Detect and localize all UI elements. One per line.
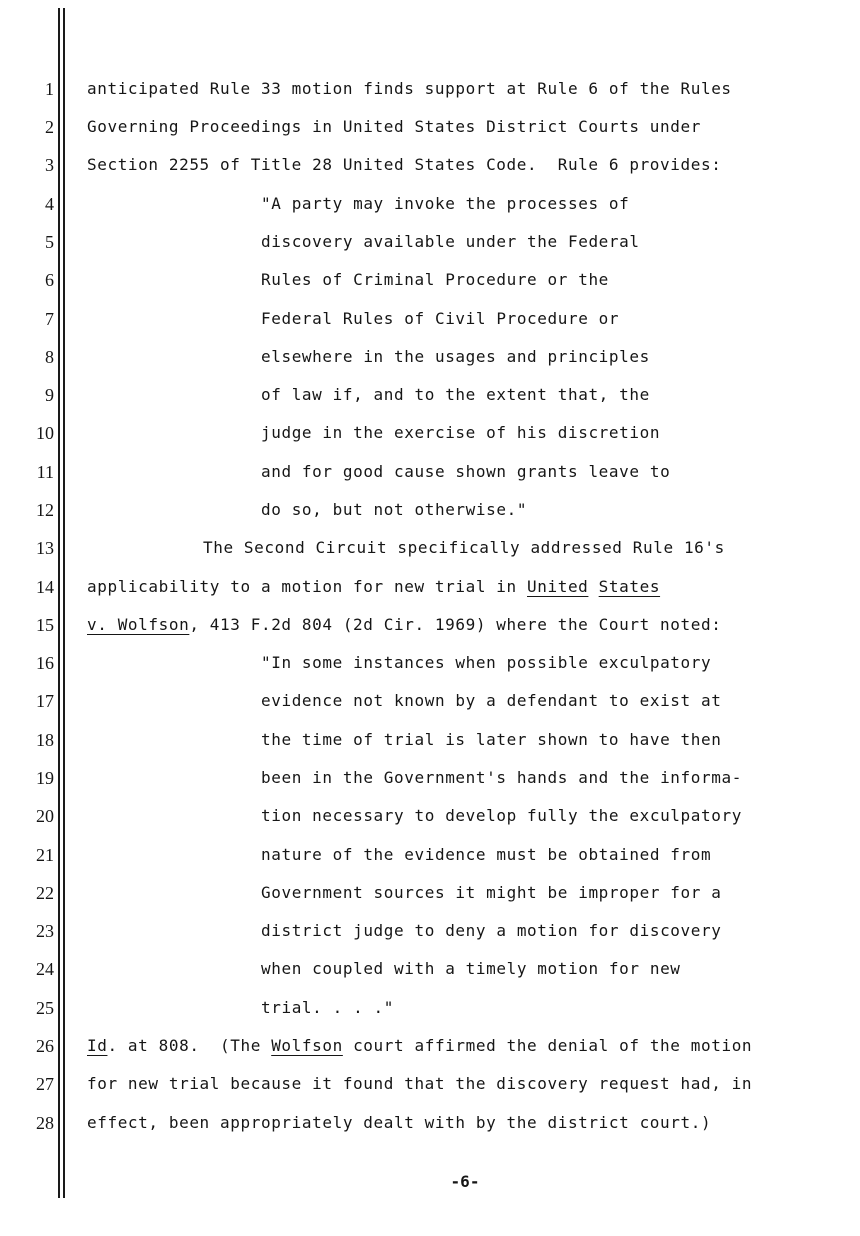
- case-name-underlined: v. Wolfson: [87, 615, 190, 634]
- line-number: 8: [45, 347, 54, 367]
- line-number: 24: [36, 959, 54, 979]
- text-line: effect, been appropriately dealt with by the district court.): [87, 1113, 712, 1132]
- quote-line: Federal Rules of Civil Procedure or: [261, 309, 620, 328]
- quote-line: when coupled with a timely motion for new: [261, 959, 681, 978]
- line-number: 3: [45, 155, 54, 175]
- left-margin-rule-inner: [63, 8, 65, 1198]
- line-number: 28: [36, 1113, 54, 1133]
- line-number: 2: [45, 117, 54, 137]
- text-run: , 413 F.2d 804 (2d Cir. 1969) where the Court noted:: [189, 615, 722, 634]
- line-number: 9: [45, 385, 54, 405]
- text-run: court affirmed the denial of the motion: [342, 1036, 753, 1055]
- text-line: Governing Proceedings in United States District Courts under: [87, 117, 701, 136]
- quote-line: tion necessary to develop fully the exculpatory: [261, 806, 742, 825]
- case-name-underlined: United: [527, 577, 589, 596]
- line-number: 25: [36, 998, 54, 1018]
- quote-line: of law if, and to the extent that, the: [261, 385, 650, 404]
- id-citation-underlined: Id: [87, 1036, 108, 1055]
- line-number: 4: [45, 194, 54, 214]
- quote-line: "A party may invoke the processes of: [261, 194, 630, 213]
- line-number: 10: [36, 423, 54, 443]
- line-number: 5: [45, 232, 54, 252]
- line-number: 20: [36, 806, 54, 826]
- line-number: 1: [45, 79, 54, 99]
- line-number: 18: [36, 730, 54, 750]
- line-number: 21: [36, 845, 54, 865]
- line-number: 14: [36, 577, 54, 597]
- line-number: 7: [45, 309, 54, 329]
- text-line: [87, 577, 660, 597]
- text-line: Section 2255 of Title 28 United States Code. Rule 6 provides:: [87, 155, 722, 174]
- quote-line: and for good cause shown grants leave to: [261, 462, 671, 481]
- line-number: 17: [36, 691, 54, 711]
- text-run: . at 808. (The: [107, 1036, 272, 1055]
- text-line: anticipated Rule 33 motion finds support at Rule 6 of the Rules: [87, 79, 732, 98]
- case-name-underlined: States: [598, 577, 661, 596]
- quote-line: the time of trial is later shown to have then: [261, 730, 722, 749]
- quote-line: discovery available under the Federal: [261, 232, 640, 251]
- left-margin-rule: [58, 8, 60, 1198]
- line-number: 22: [36, 883, 54, 903]
- line-number: 11: [36, 462, 54, 482]
- text-run: applicability to a motion for new trial in: [87, 577, 528, 596]
- line-number: 13: [36, 538, 54, 558]
- line-number: 12: [36, 500, 54, 520]
- page-number: -6-: [450, 1172, 480, 1191]
- line-number: 27: [36, 1074, 54, 1094]
- case-name-underlined: Wolfson: [271, 1036, 343, 1055]
- text-line: for new trial because it found that the discovery request had, in: [87, 1074, 753, 1093]
- quote-line: Government sources it might be improper for a: [261, 883, 722, 902]
- text-run: [588, 577, 598, 596]
- quote-line: Rules of Criminal Procedure or the: [261, 270, 609, 289]
- line-number: 15: [36, 615, 54, 635]
- text-line: The Second Circuit specifically addressed Rule 16's: [203, 538, 725, 557]
- line-number: 16: [36, 653, 54, 673]
- quote-line: trial. . . .": [261, 998, 395, 1017]
- quote-line: judge in the exercise of his discretion: [261, 423, 661, 442]
- line-number: 19: [36, 768, 54, 788]
- quote-line: do so, but not otherwise.": [261, 500, 528, 519]
- quote-line: been in the Government's hands and the informa-: [261, 768, 742, 787]
- line-number: 23: [36, 921, 54, 941]
- quote-line: elsewhere in the usages and principles: [261, 347, 650, 366]
- quote-line: district judge to deny a motion for discovery: [261, 921, 722, 940]
- line-number: 6: [45, 270, 54, 290]
- quote-line: evidence not known by a defendant to exist at: [261, 691, 722, 710]
- line-number: 26: [36, 1036, 54, 1056]
- quote-line: "In some instances when possible exculpatory: [261, 653, 712, 672]
- quote-line: nature of the evidence must be obtained from: [261, 845, 712, 864]
- text-line: [87, 615, 721, 635]
- text-line: [87, 1036, 752, 1056]
